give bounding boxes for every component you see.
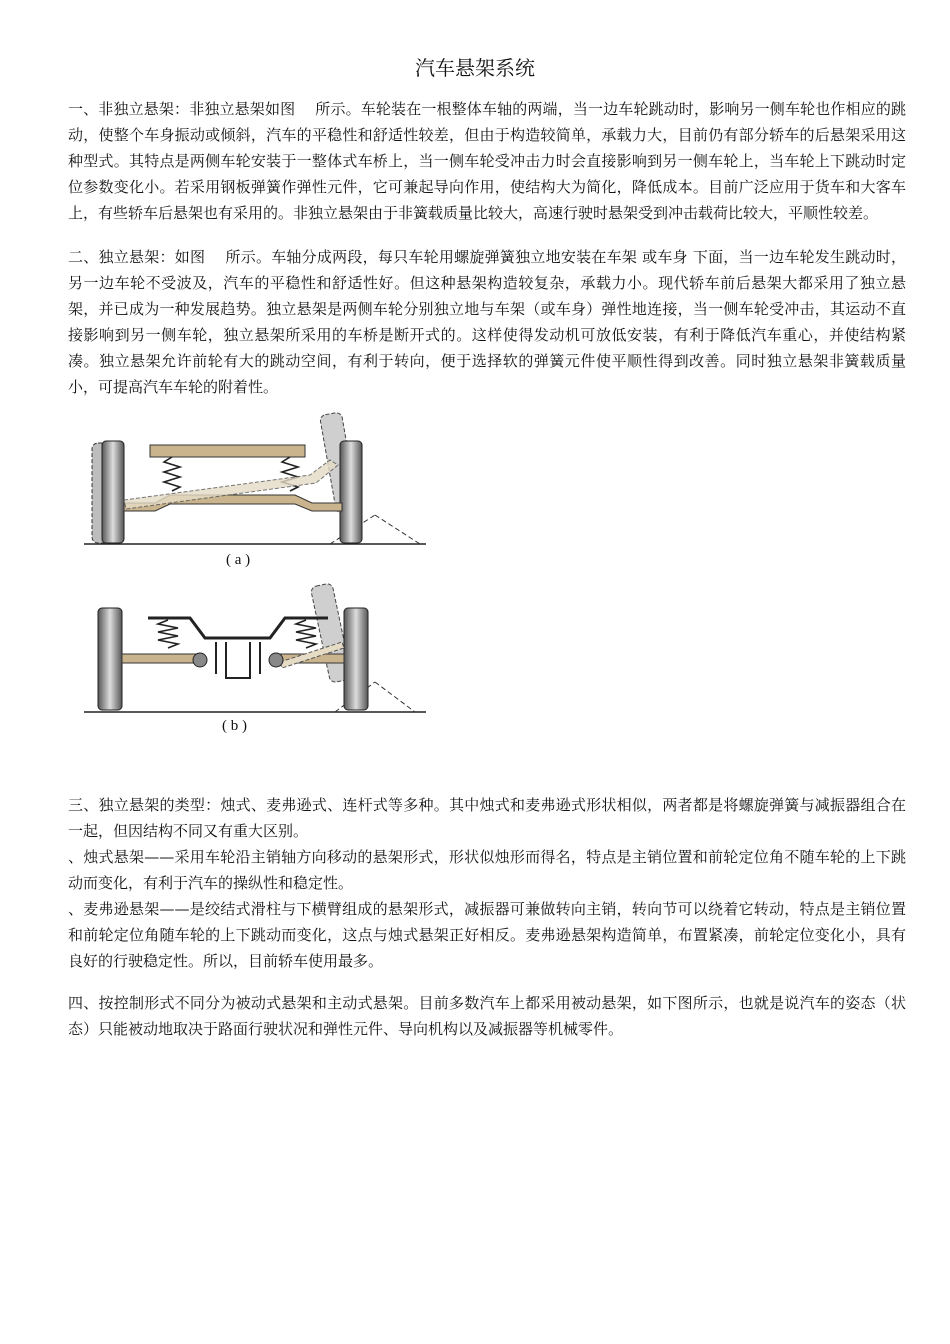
figure-b-diagram [80, 582, 430, 717]
paragraph-candle: 、烛式悬架——采用车轮沿主销轴方向移动的悬架形式，形状似烛形而得名，特点是主销位置和前轮定位角不随车轮的上下跳动而变化，有利于汽车的操纵性和稳定性。 [68, 848, 906, 892]
figure-a-diagram [80, 405, 430, 550]
paragraph-macpherson: 、麦弗逊悬架——是绞结式滑柱与下横臂组成的悬架形式，减振器可兼做转向主销，转向节可以绕着它转动，特点是主销位置和前轮定位角随车轮的上下跳动而变化，这点与烛式悬架正好相反。麦弗逊悬架构造简单，布置紧凑，前轮定位变化小，具有良好的行驶稳定性。所以，目前轿车使用最多。 [68, 900, 906, 970]
paragraph-types: 三、独立悬架的类型：烛式、麦弗逊式、连杆式等多种。其中烛式和麦弗逊式形状相似，两者都是将螺旋弹簧与减振器组合在一起，但因结构不同又有重大区别。 [68, 796, 906, 840]
figure-b-caption: ( b ) [222, 718, 247, 734]
paragraph-independent: 二、独立悬架：如图 所示。车轴分成两段，每只车轮用螺旋弹簧独立地安装在车架 或车身 下面，当一边车轮发生跳动时，另一边车轮不受波及，汽车的平稳性和舒适性好。但这种悬架构造较复杂，承载力小。现代轿车前后悬架大都采用了独立悬架，并已成为一种发展趋势。独立悬架是两侧车轮分别独立地与车架（或车身）弹性地连接，当一侧车轮受冲击，其运动不直接影响到另一侧车轮，独立悬架所采用的车桥是断开式的。这样使得发动机可放低安装，有利于降低汽车重心，并使结构紧凑。独立悬架允许前轮有大的跳动空间，有利于转向，便于选择软的弹簧元件使平顺性得到改善。同时独立悬架非簧载质量小，可提高汽车车轮的附着性。 [68, 248, 906, 396]
page-title: 汽车悬架系统 [415, 56, 535, 80]
paragraph-non-independent: 一、非独立悬架：非独立悬架如图 所示。车轮装在一根整体车轴的两端，当一边车轮跳动时，影响另一侧车轮也作相应的跳动，使整个车身振动或倾斜，汽车的平稳性和舒适性较差，但由于构造较简单，承载力大，目前仍有部分轿车的后悬架采用这种型式。其特点是两侧车轮安装于一整体式车桥上，当一侧车轮受冲击力时会直接影响到另一侧车轮上，当车轮上下跳动时定位参数变化小。若采用钢板弹簧作弹性元件，它可兼起导向作用，使结构大为简化，降低成本。目前广泛应用于货车和大客车上，有些轿车后悬架也有采用的。非独立悬架由于非簧载质量比较大，高速行驶时悬架受到冲击载荷比较大，平顺性较差。 [68, 100, 906, 222]
paragraph-control: 四、按控制形式不同分为被动式悬架和主动式悬架。目前多数汽车上都采用被动悬架，如下图所示，也就是说汽车的姿态（状态）只能被动地取决于路面行驶状况和弹性元件、导向机构以及减振器等机械零件。 [68, 994, 906, 1038]
figure-a-caption: ( a ) [226, 552, 251, 568]
